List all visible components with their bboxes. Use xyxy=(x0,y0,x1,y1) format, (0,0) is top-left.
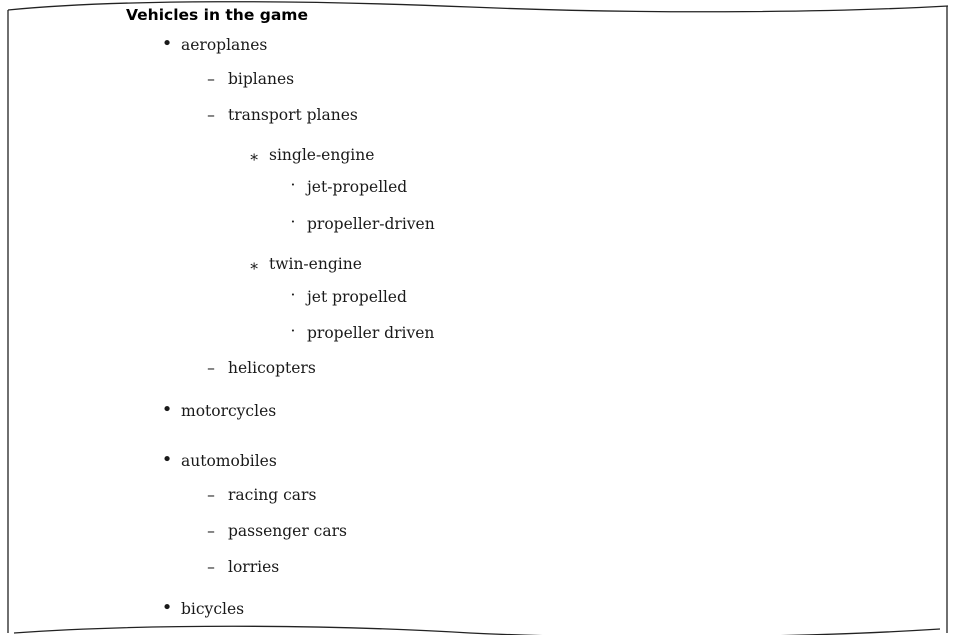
list-item-label: automobiles xyxy=(181,452,277,470)
dash-icon: – xyxy=(207,558,215,576)
dash-icon: – xyxy=(207,359,215,377)
dash-icon: – xyxy=(207,70,215,88)
list-item xyxy=(207,105,358,125)
dot-icon: · xyxy=(290,176,296,194)
list-item-label: aeroplanes xyxy=(181,36,268,54)
list-item-label: racing cars xyxy=(228,486,317,504)
bullet-icon: • xyxy=(161,399,173,420)
list-item xyxy=(248,145,375,166)
bullet-icon: • xyxy=(161,33,173,54)
list-item xyxy=(248,254,362,275)
dash-icon: – xyxy=(207,106,215,124)
list-item-label: lorries xyxy=(228,558,280,576)
bullet-icon: • xyxy=(161,597,173,618)
dot-icon: · xyxy=(290,286,296,304)
asterisk-icon: ∗ xyxy=(248,148,260,166)
dash-icon: – xyxy=(207,522,215,540)
list-item-label: single-engine xyxy=(269,146,375,164)
list-item-label: helicopters xyxy=(228,359,316,377)
list-item xyxy=(207,69,295,89)
bullet-icon: • xyxy=(161,449,173,470)
list-item-label: propeller-driven xyxy=(307,215,435,233)
list-item xyxy=(290,213,435,234)
list-item-label: twin-engine xyxy=(269,255,362,273)
dash-icon: – xyxy=(207,486,215,504)
list-item-label: propeller driven xyxy=(307,324,435,342)
list-item xyxy=(207,557,280,577)
list-item xyxy=(290,286,407,307)
asterisk-icon: ∗ xyxy=(248,257,260,275)
list-item xyxy=(290,176,408,197)
dot-icon: · xyxy=(290,213,296,231)
list-item xyxy=(207,358,316,378)
dot-icon: · xyxy=(290,322,296,340)
list-item xyxy=(161,449,277,471)
list-item xyxy=(290,322,435,343)
list-item-label: biplanes xyxy=(228,70,295,88)
list-item-label: passenger cars xyxy=(228,522,347,540)
list-item xyxy=(207,521,347,541)
list-item-label: jet propelled xyxy=(307,288,407,306)
list-item xyxy=(207,485,317,505)
list-item-label: bicycles xyxy=(181,600,245,618)
list-item xyxy=(161,597,245,619)
list-item-label: transport planes xyxy=(228,106,358,124)
list-item-label: motorcycles xyxy=(181,402,277,420)
list-item xyxy=(161,399,277,421)
list-item-label: jet-propelled xyxy=(307,178,408,196)
page-title: Vehicles in the game xyxy=(126,6,308,24)
list-item xyxy=(161,33,268,55)
